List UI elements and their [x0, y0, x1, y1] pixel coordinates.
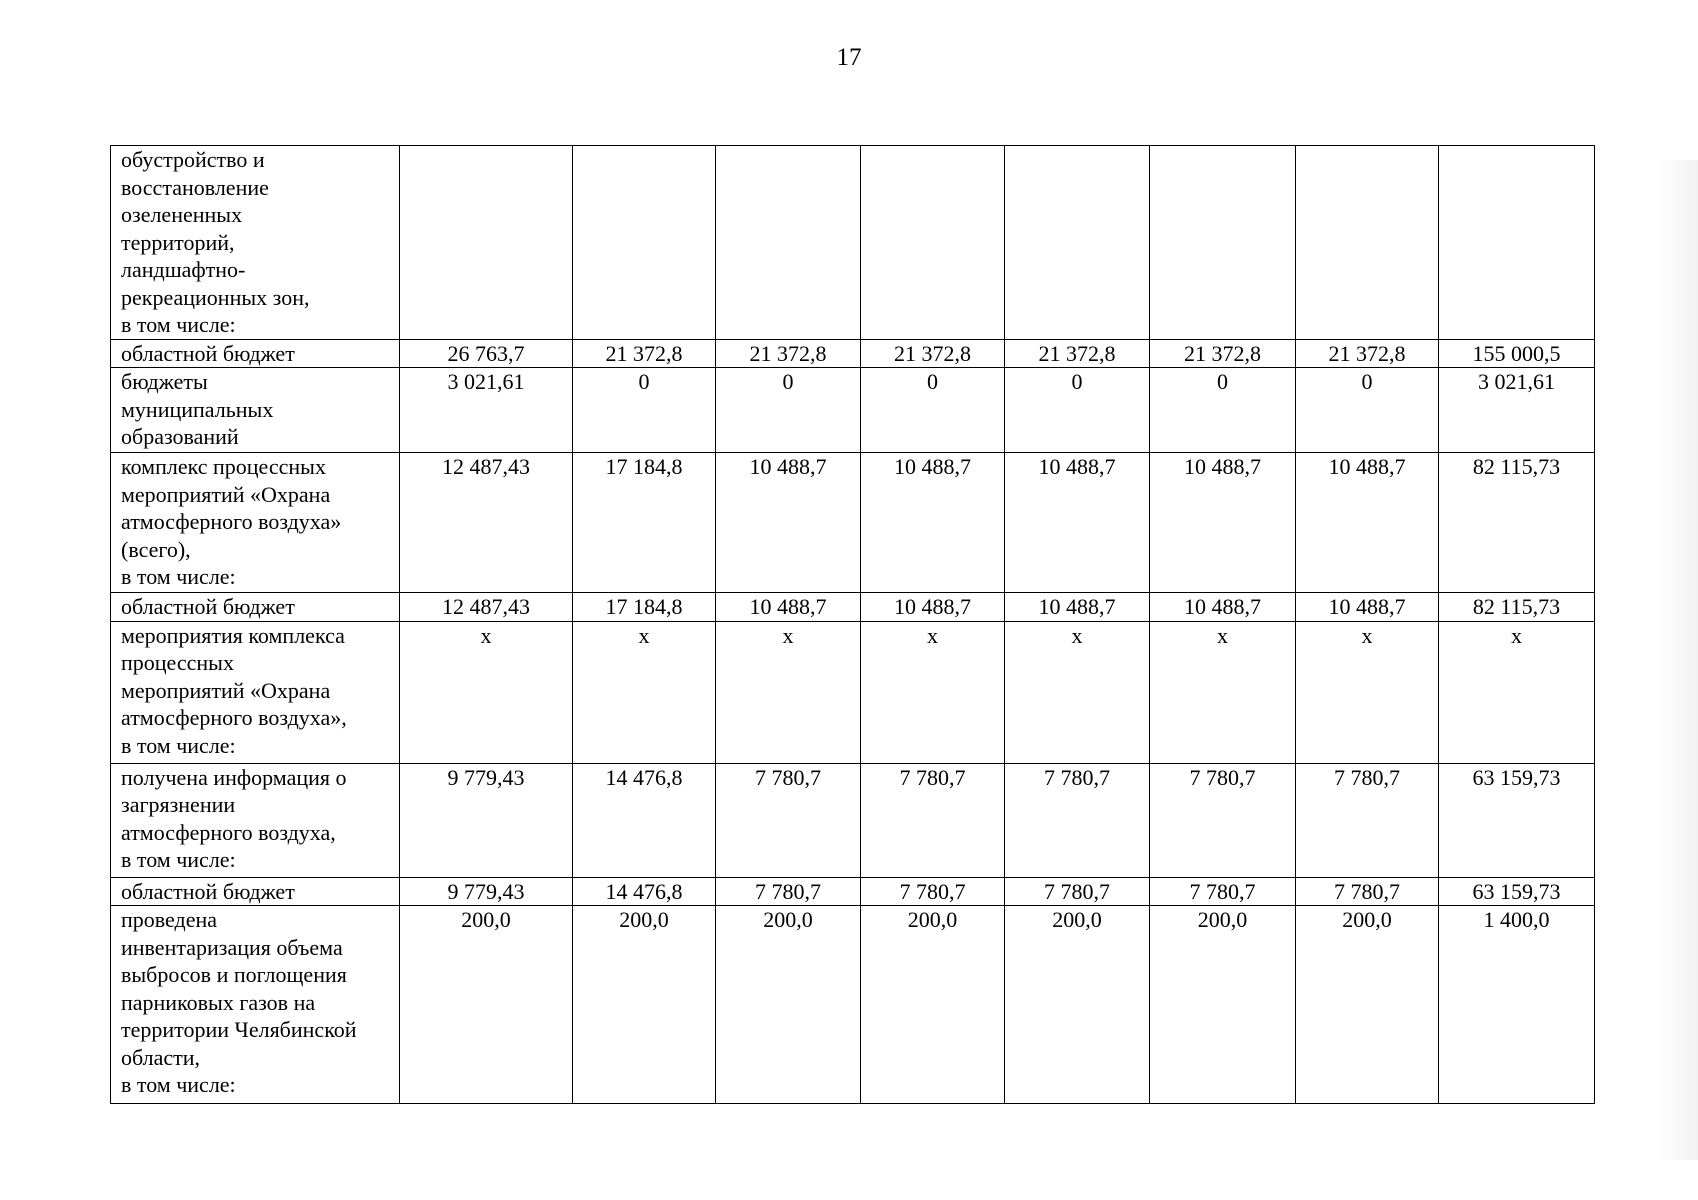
value-cell: 200,0 — [573, 906, 716, 1104]
row-label: комплекс процессных мероприятий «Охрана атмосферного воздуха» (всего), в том числе: — [111, 453, 400, 593]
scan-edge-shadow — [1658, 160, 1698, 1160]
total-cell: 155 000,5 — [1439, 339, 1595, 368]
total-cell: 82 115,73 — [1439, 593, 1595, 622]
value-cell: 12 487,43 — [400, 593, 573, 622]
value-cell: x — [1005, 621, 1150, 763]
value-cell: 200,0 — [1150, 906, 1296, 1104]
value-cell — [716, 146, 861, 340]
value-cell — [1150, 146, 1296, 340]
total-cell: 82 115,73 — [1439, 453, 1595, 593]
value-cell: 7 780,7 — [716, 763, 861, 877]
value-cell: 3 021,61 — [400, 368, 573, 453]
value-cell: 10 488,7 — [716, 453, 861, 593]
value-cell: 200,0 — [861, 906, 1005, 1104]
row-label: областной бюджет — [111, 593, 400, 622]
value-cell: 7 780,7 — [1150, 877, 1296, 906]
value-cell: 10 488,7 — [716, 593, 861, 622]
row-label: бюджеты муниципальных образований — [111, 368, 400, 453]
value-cell — [1005, 146, 1150, 340]
value-cell: 7 780,7 — [1296, 877, 1439, 906]
total-cell: x — [1439, 621, 1595, 763]
table-row — [111, 763, 1595, 877]
value-cell: 10 488,7 — [1296, 453, 1439, 593]
value-cell: 7 780,7 — [861, 763, 1005, 877]
value-cell: 14 476,8 — [573, 763, 716, 877]
total-cell: 63 159,73 — [1439, 877, 1595, 906]
value-cell: 21 372,8 — [1150, 339, 1296, 368]
table-row — [111, 593, 1595, 622]
value-cell: 21 372,8 — [1296, 339, 1439, 368]
value-cell: x — [573, 621, 716, 763]
table-row — [111, 146, 1595, 340]
value-cell: 17 184,8 — [573, 593, 716, 622]
value-cell: 17 184,8 — [573, 453, 716, 593]
total-cell: 1 400,0 — [1439, 906, 1595, 1104]
budget-table — [110, 145, 1595, 1104]
value-cell: 7 780,7 — [1150, 763, 1296, 877]
table-row — [111, 453, 1595, 593]
value-cell: 10 488,7 — [1150, 453, 1296, 593]
page-number: 17 — [836, 44, 862, 71]
table-row — [111, 906, 1595, 1104]
value-cell: 200,0 — [1005, 906, 1150, 1104]
value-cell: x — [1296, 621, 1439, 763]
value-cell: 26 763,7 — [400, 339, 573, 368]
table-row — [111, 368, 1595, 453]
value-cell: x — [1150, 621, 1296, 763]
value-cell: 0 — [1296, 368, 1439, 453]
row-label: областной бюджет — [111, 877, 400, 906]
value-cell — [400, 146, 573, 340]
row-label: мероприятия комплекса процессных мероприятий «Охрана атмосферного воздуха», в том числе: — [111, 621, 400, 763]
value-cell: 0 — [1150, 368, 1296, 453]
total-cell — [1439, 146, 1595, 340]
row-label: проведена инвентаризация объема выбросов и поглощения парниковых газов на территории Челябинской области, в том числе: — [111, 906, 400, 1104]
value-cell: 0 — [573, 368, 716, 453]
value-cell: 21 372,8 — [573, 339, 716, 368]
value-cell: 9 779,43 — [400, 763, 573, 877]
table-body — [111, 146, 1595, 1104]
value-cell: 7 780,7 — [1005, 763, 1150, 877]
value-cell: 21 372,8 — [1005, 339, 1150, 368]
value-cell: 9 779,43 — [400, 877, 573, 906]
row-label: получена информация о загрязнении атмосферного воздуха, в том числе: — [111, 763, 400, 877]
value-cell: 10 488,7 — [861, 453, 1005, 593]
value-cell: x — [861, 621, 1005, 763]
row-label: областной бюджет — [111, 339, 400, 368]
value-cell: 7 780,7 — [1296, 763, 1439, 877]
value-cell — [1296, 146, 1439, 340]
table-row — [111, 339, 1595, 368]
total-cell: 63 159,73 — [1439, 763, 1595, 877]
value-cell: 7 780,7 — [861, 877, 1005, 906]
value-cell: 12 487,43 — [400, 453, 573, 593]
value-cell: 10 488,7 — [861, 593, 1005, 622]
value-cell — [573, 146, 716, 340]
value-cell: 14 476,8 — [573, 877, 716, 906]
value-cell: 10 488,7 — [1005, 593, 1150, 622]
value-cell: 200,0 — [400, 906, 573, 1104]
value-cell: 0 — [716, 368, 861, 453]
value-cell: 21 372,8 — [716, 339, 861, 368]
value-cell: 0 — [1005, 368, 1150, 453]
value-cell: 10 488,7 — [1296, 593, 1439, 622]
total-cell: 3 021,61 — [1439, 368, 1595, 453]
value-cell: 10 488,7 — [1005, 453, 1150, 593]
value-cell: 10 488,7 — [1150, 593, 1296, 622]
value-cell: 7 780,7 — [1005, 877, 1150, 906]
row-label: обустройство и восстановление озелененных территорий, ландшафтно- рекреационных зон, в том числе: — [111, 146, 400, 340]
value-cell: 200,0 — [1296, 906, 1439, 1104]
value-cell: 0 — [861, 368, 1005, 453]
table-row — [111, 621, 1595, 763]
table-row — [111, 877, 1595, 906]
value-cell — [861, 146, 1005, 340]
value-cell: 200,0 — [716, 906, 861, 1104]
value-cell: x — [716, 621, 861, 763]
value-cell: x — [400, 621, 573, 763]
value-cell: 21 372,8 — [861, 339, 1005, 368]
value-cell: 7 780,7 — [716, 877, 861, 906]
